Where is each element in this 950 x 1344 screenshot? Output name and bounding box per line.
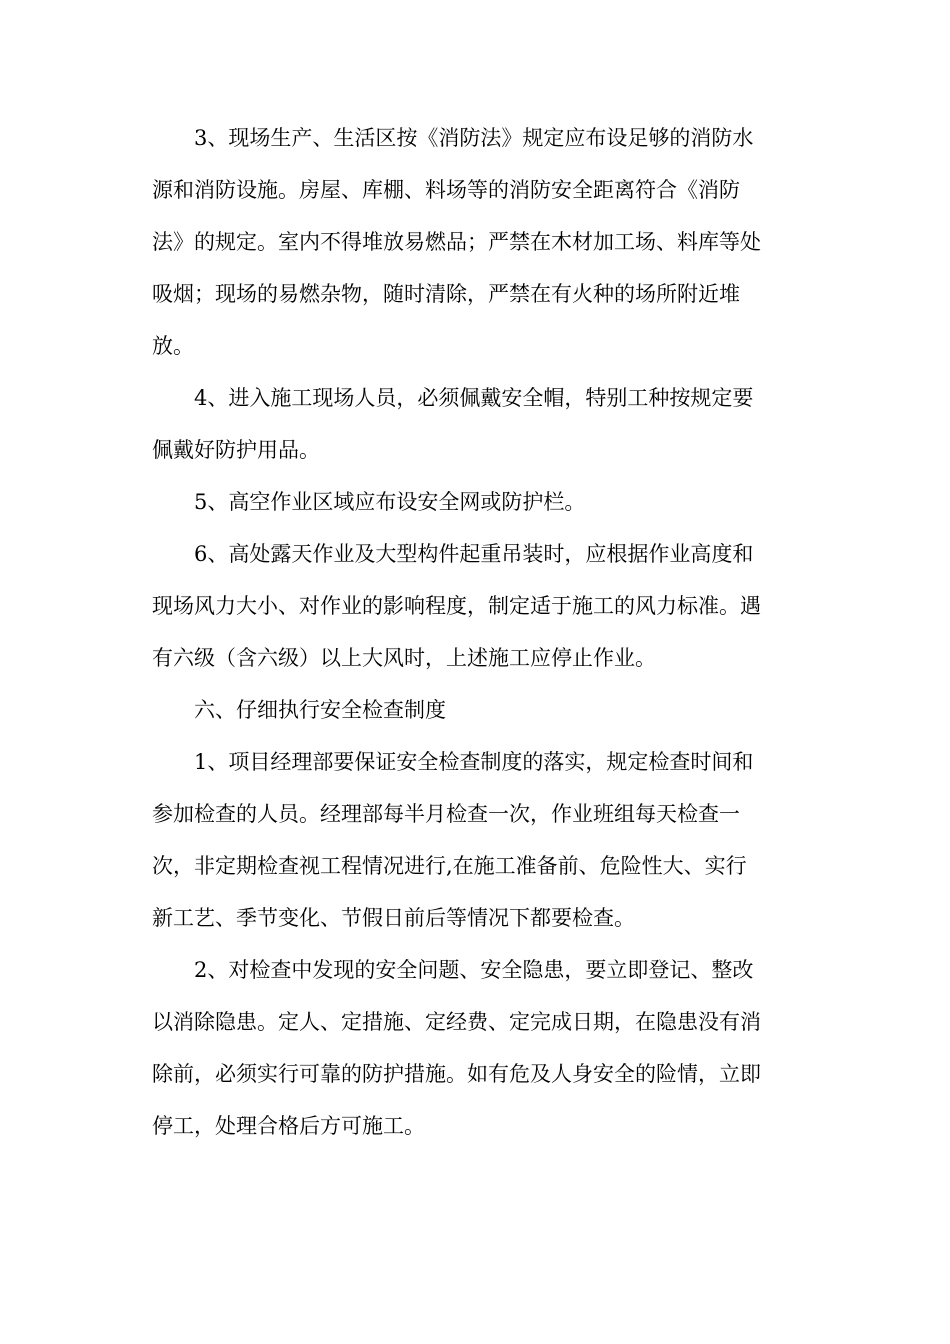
paragraph-helmet — [152, 372, 802, 476]
paragraph-line: 以消除隐患。定人、定措施、定经费、定完成日期，在隐患没有消 — [152, 1010, 761, 1034]
paragraph-line: 新工艺、季节变化、节假日前后等情况下都要检查。 — [152, 906, 635, 930]
paragraph-line: 3、现场生产、生活区按《消防法》规定应布设足够的消防水 — [194, 126, 754, 150]
paragraph-line: 除前，必须实行可靠的防护措施。如有危及人身安全的险情，立即 — [152, 1062, 761, 1086]
paragraph-line: 佩戴好防护用品。 — [152, 438, 320, 462]
document-body — [152, 112, 802, 1152]
paragraph-line: 次，非定期检查视工程情况进行,在施工准备前、危险性大、实行 — [152, 854, 747, 878]
section-heading — [152, 684, 802, 736]
paragraph-line: 2、对检查中发现的安全问题、安全隐患，要立即登记、整改 — [194, 958, 754, 982]
paragraph-line: 6、高处露天作业及大型构件起重吊装时，应根据作业高度和 — [194, 542, 754, 566]
paragraph-line: 法》的规定。室内不得堆放易燃品；严禁在木材加工场、料库等处 — [152, 230, 761, 254]
paragraph-line: 放。 — [152, 334, 194, 358]
paragraph-safety-net — [152, 476, 802, 528]
paragraph-line: 停工，处理合格后方可施工。 — [152, 1114, 425, 1138]
paragraph-line: 吸烟；现场的易燃杂物，随时清除，严禁在有火种的场所附近堆 — [152, 282, 740, 306]
paragraph-line: 参加检查的人员。经理部每半月检查一次，作业班组每天检查一 — [152, 802, 740, 826]
paragraph-line: 5、高空作业区域应布设安全网或防护栏。 — [194, 490, 586, 514]
paragraph-line: 源和消防设施。房屋、库棚、料场等的消防安全距离符合《消防 — [152, 178, 740, 202]
paragraph-line: 现场风力大小、对作业的影响程度，制定适于施工的风力标准。遇 — [152, 594, 761, 618]
paragraph-line: 4、进入施工现场人员，必须佩戴安全帽，特别工种按规定要 — [194, 386, 754, 410]
paragraph-hazard-rectification — [152, 944, 802, 1152]
section-heading-text: 六、仔细执行安全检查制度 — [194, 698, 446, 722]
paragraph-wind — [152, 528, 802, 684]
paragraph-line: 1、项目经理部要保证安全检查制度的落实，规定检查时间和 — [194, 750, 754, 774]
paragraph-line: 有六级（含六级）以上大风时，上述施工应停止作业。 — [152, 646, 656, 670]
paragraph-inspection-system — [152, 736, 802, 944]
paragraph-fire-safety — [152, 112, 802, 372]
